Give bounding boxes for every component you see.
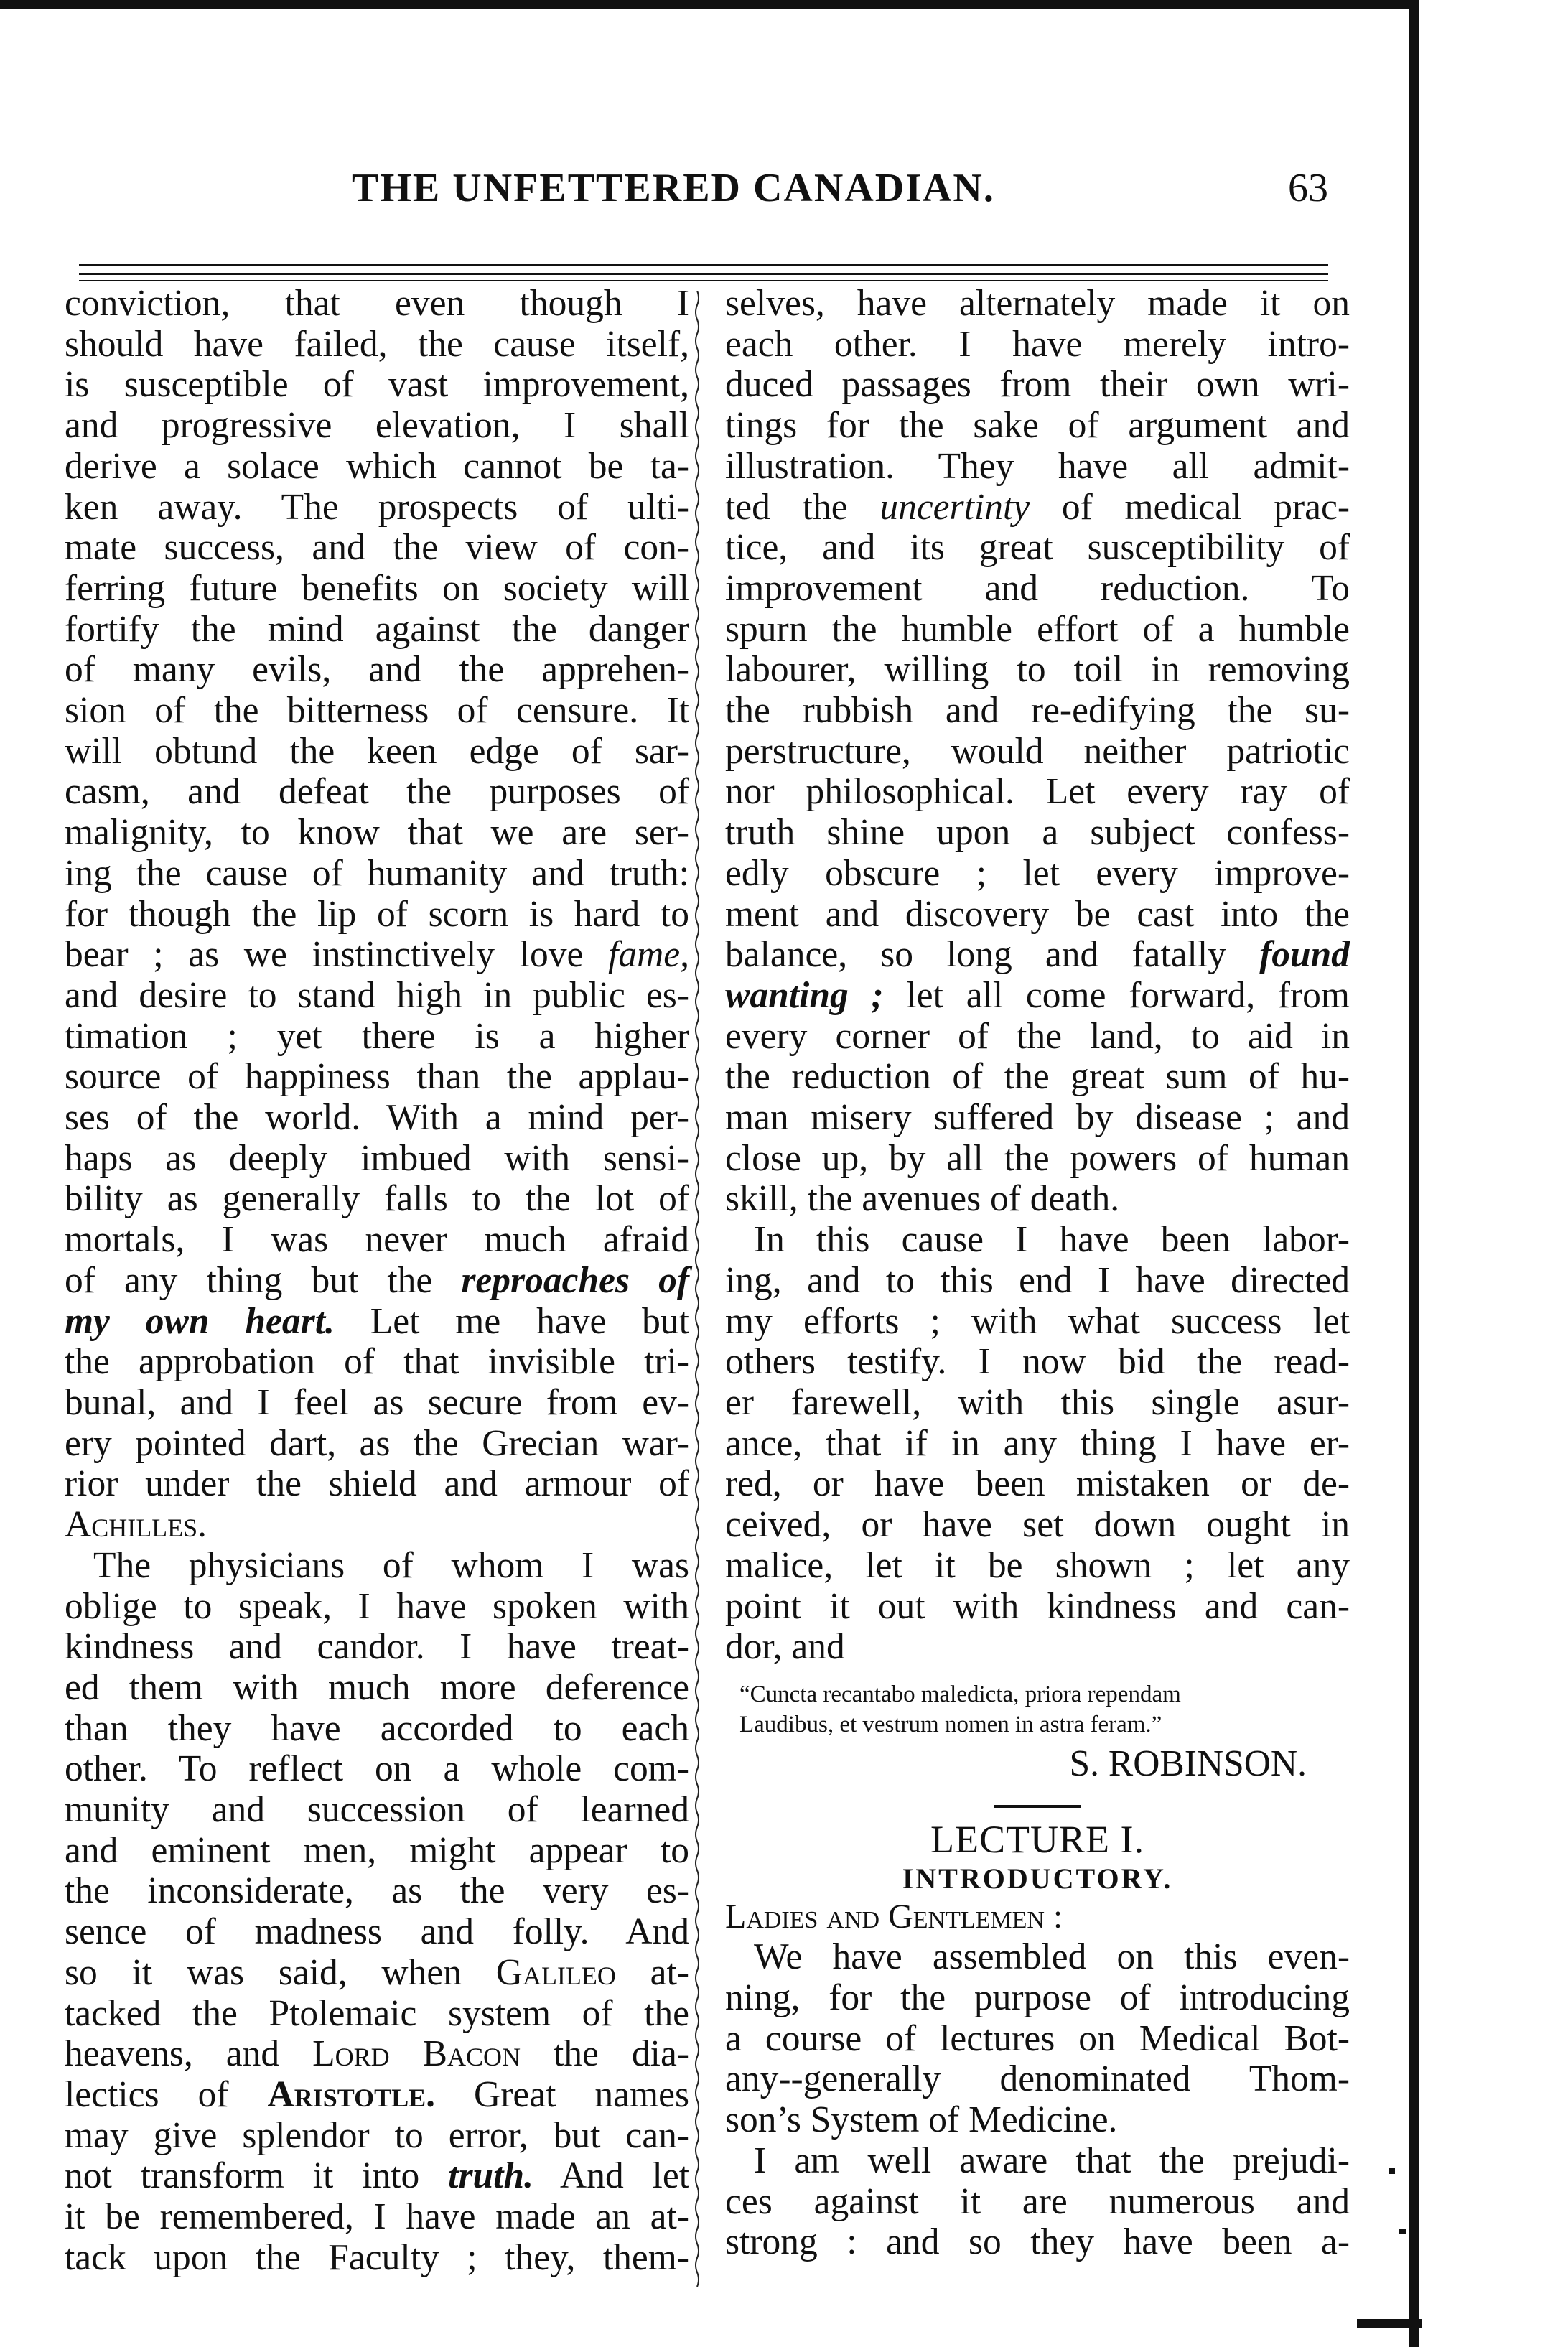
text-line: ning, for the purpose of introducing (725, 1977, 1350, 2019)
text-line: each other. I have merely intro- (725, 323, 1350, 365)
text-segment: bear ; as we instinctively love (65, 934, 584, 976)
text-line: casm, and defeat the purposes of (65, 771, 689, 813)
emphasis-own-heart: my own heart. (65, 1300, 335, 1342)
text-line (65, 2034, 689, 2075)
text-line: timation ; yet there is a higher (65, 1015, 689, 1057)
text-line: dor, and (725, 1626, 845, 1668)
text-line: er farewell, with this single asur- (725, 1381, 1350, 1423)
text-line: fortify the mind against the danger (65, 608, 689, 650)
text-line: it be remembered, I have made an at- (65, 2196, 689, 2238)
salutation: Ladies and Gentlemen : (725, 1897, 1063, 1936)
text-line: ed them with much more deference (65, 1666, 689, 1708)
text-line: ing, and to this end I have directed (725, 1259, 1350, 1301)
text-line: red, or have been mistaken or de- (725, 1463, 1350, 1505)
section-rule (994, 1805, 1081, 1808)
text-line: and desire to stand high in public es- (65, 974, 689, 1016)
text-line: oblige to speak, I have spoken with (65, 1585, 689, 1627)
name-aristotle: Aristotle. (267, 2073, 435, 2115)
latin-quotation (739, 1679, 1350, 1740)
left-column (65, 284, 689, 2278)
text-line: malice, let it be shown ; let any (725, 1544, 1350, 1586)
emphasis-wanting: wanting ; (725, 974, 884, 1016)
ink-speck (1389, 2168, 1395, 2174)
running-title: THE UNFETTERED CANADIAN. (352, 166, 995, 210)
text-line (65, 2156, 689, 2197)
text-line: for though the lip of scorn is hard to (65, 893, 689, 935)
text-segment: the dia- (520, 2033, 689, 2075)
text-segment: ted the (725, 486, 848, 528)
text-line: of many evils, and the apprehen- (65, 649, 689, 691)
text-line: ferring future benefits on society will (65, 567, 689, 609)
text-segment: so it was said, when (65, 1951, 462, 1993)
text-line: edly obscure ; let every improve- (725, 852, 1350, 894)
running-header (65, 165, 1328, 230)
text-line: close up, by all the powers of human (725, 1137, 1350, 1179)
text-line: my efforts ; with what success let (725, 1300, 1350, 1342)
text-line: skill, the avenues of death. (725, 1178, 1120, 1220)
text-line: bunal, and I feel as secure from ev- (65, 1381, 689, 1423)
text-line: every corner of the land, to aid in (725, 1015, 1350, 1057)
text-segment: not transform it into (65, 2155, 420, 2197)
text-line: labourer, willing to toil in removing (725, 649, 1350, 691)
text-line: tings for the sake of argument and (725, 405, 1350, 447)
text-line: the rubbish and re-edifying the su- (725, 690, 1350, 732)
text-line: and progressive elevation, I shall (65, 405, 689, 447)
name-lord-bacon: Lord Bacon (312, 2033, 521, 2075)
text-line: than they have accorded to each (65, 1707, 689, 1749)
text-line (725, 935, 1350, 976)
text-line: bility as generally falls to the lot of (65, 1178, 689, 1220)
text-line: the reduction of the great sum of hu- (725, 1056, 1350, 1098)
text-segment: of medical prac- (1030, 486, 1350, 528)
text-line: should have failed, the cause itself, (65, 323, 689, 365)
text-line: The physicians of whom I was (93, 1544, 689, 1586)
column-divider-wavy (694, 291, 701, 2287)
text-line: kindness and candor. I have treat- (65, 1626, 689, 1668)
text-line (65, 2075, 689, 2116)
text-line: ing the cause of humanity and truth: (65, 852, 689, 894)
text-line: rior under the shield and armour of (65, 1463, 689, 1505)
emphasis-reproaches: reproaches of (461, 1259, 689, 1301)
page-border-top (0, 0, 1418, 9)
text-line: selves, have alternately made it on (725, 283, 1350, 324)
text-line: sence of madness and folly. And (65, 1911, 689, 1953)
text-line: nor philosophical. Let every ray of (725, 771, 1350, 813)
text-line: duced passages from their own wri- (725, 364, 1350, 406)
text-line: ces against it are numerous and (725, 2180, 1350, 2222)
text-line: ken away. The prospects of ulti- (65, 486, 689, 528)
text-line-achilles: Achilles. (65, 1504, 207, 1546)
text-line: haps as deeply imbued with sensi- (65, 1137, 689, 1179)
right-column (725, 284, 1350, 2263)
text-line: mortals, I was never much afraid (65, 1219, 689, 1261)
text-segment: let all come forward, from (883, 974, 1350, 1016)
text-line: point it out with kindness and can- (725, 1585, 1350, 1627)
lecture-title: LECTURE I. (930, 1817, 1144, 1861)
text-line: ery pointed dart, as the Grecian war- (65, 1422, 689, 1464)
text-line: the inconsiderate, as the very es- (65, 1870, 689, 1912)
text-line: ance, that if in any thing I have er- (725, 1422, 1350, 1464)
text-line: In this cause I have been labor- (754, 1219, 1350, 1261)
text-line: munity and succession of learned (65, 1789, 689, 1831)
emphasis-found: found (1259, 934, 1350, 976)
text-segment: at- (615, 1951, 689, 1993)
text-line: ment and discovery be cast into the (725, 893, 1350, 935)
text-line (65, 1302, 689, 1343)
text-line (65, 935, 689, 976)
text-segment: Great names (435, 2073, 689, 2115)
text-line: the approbation of that invisible tri- (65, 1341, 689, 1383)
text-line: may give splendor to error, but can- (65, 2114, 689, 2156)
header-rule (79, 280, 1328, 281)
text-line: malignity, to know that we are ser- (65, 812, 689, 854)
text-line: is susceptible of vast improvement, (65, 364, 689, 406)
text-segment: of any thing but the (65, 1259, 433, 1301)
text-line: will obtund the keen edge of sar- (65, 730, 689, 772)
text-segment: Let me have but (334, 1300, 689, 1342)
text-line: mate success, and the view of con- (65, 527, 689, 569)
name-galileo: Galileo (495, 1951, 616, 1993)
text-line (65, 1953, 689, 1994)
text-line: tack upon the Faculty ; they, them- (65, 2236, 689, 2278)
text-line: source of happiness than the applau- (65, 1056, 689, 1098)
text-line: ses of the world. With a mind per- (65, 1097, 689, 1139)
quote-line: Laudibus, et vestrum nomen in astra feram.” (739, 1711, 1162, 1737)
text-line: a course of lectures on Medical Bot- (725, 2017, 1350, 2059)
text-segment: heavens, and (65, 2033, 280, 2075)
quote-line: “Cuncta recantabo maledicta, priora rependam (739, 1681, 1181, 1707)
text-line: conviction, that even though I (65, 283, 689, 324)
text-line: We have assembled on this even- (754, 1936, 1350, 1978)
text-segment: And let (533, 2155, 690, 2197)
text-line: any--generally denominated Thom- (725, 2058, 1350, 2100)
page-border-bottom (1357, 2319, 1422, 2328)
text-line: son’s System of Medicine. (725, 2099, 1118, 2141)
header-rule (79, 264, 1328, 266)
text-segment: balance, so long and fatally (725, 934, 1226, 976)
text-line: sion of the bitterness of censure. It (65, 690, 689, 732)
text-line (725, 487, 1350, 528)
text-line: spurn the humble effort of a humble (725, 608, 1350, 650)
text-line (725, 976, 1350, 1017)
text-line: derive a solace which cannot be ta- (65, 445, 689, 487)
header-rule (79, 273, 1328, 275)
page-border-right (1409, 0, 1419, 2347)
text-line: improvement and reduction. To (725, 567, 1350, 609)
text-line: others testify. I now bid the read- (725, 1341, 1350, 1383)
ink-speck (1399, 2229, 1406, 2234)
text-line: man misery suffered by disease ; and (725, 1097, 1350, 1139)
text-line: and eminent men, might appear to (65, 1829, 689, 1871)
text-line: other. To reflect on a whole com- (65, 1748, 689, 1790)
emphasis-uncertinty: uncertinty (879, 486, 1030, 528)
text-line: ceived, or have set down ought in (725, 1504, 1350, 1546)
signature: S. ROBINSON. (1069, 1742, 1307, 1784)
emphasis-truth: truth. (448, 2155, 533, 2197)
text-line (65, 1261, 689, 1302)
text-line: tacked the Ptolemaic system of the (65, 1992, 689, 2034)
text-line: tice, and its great susceptibility of (725, 527, 1350, 569)
lecture-subtitle: INTRODUCTORY. (902, 1862, 1173, 1895)
text-line: strong : and so they have been a- (725, 2221, 1350, 2263)
emphasis-fame: fame, (608, 934, 690, 976)
text-line: perstructure, would neither patriotic (725, 730, 1350, 772)
text-segment: lectics of (65, 2073, 229, 2115)
text-line: truth shine upon a subject confess- (725, 812, 1350, 854)
text-line: illustration. They have all admit- (725, 445, 1350, 487)
page-number: 63 (1288, 166, 1328, 210)
text-line: I am well aware that the prejudi- (754, 2140, 1350, 2181)
